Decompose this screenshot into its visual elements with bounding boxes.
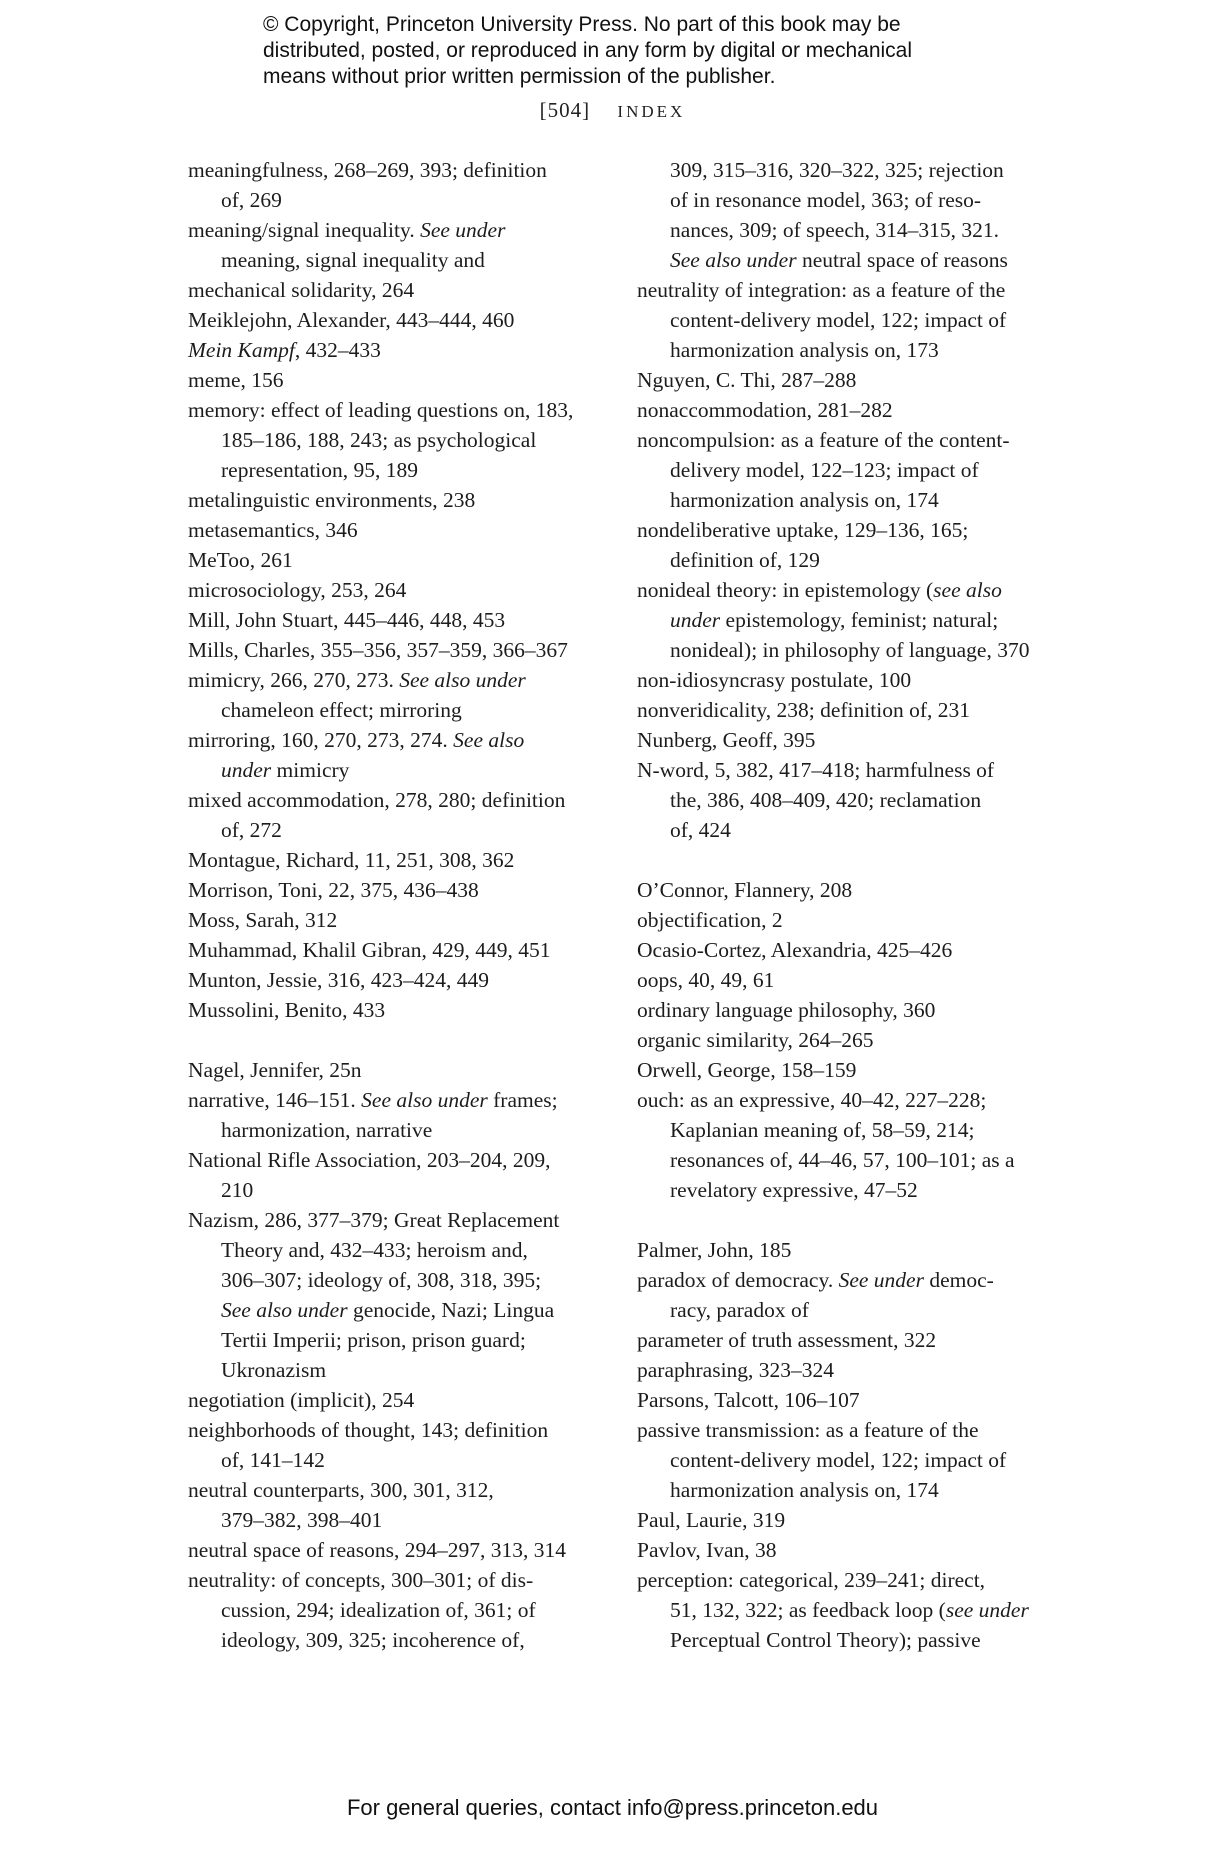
- index-entry: Meiklejohn, Alexander, 443–444, 460: [188, 308, 515, 332]
- index-entry: Paul, Laurie, 319: [637, 1508, 786, 1532]
- section-title: INDEX: [617, 102, 686, 121]
- index-entry-continuation: 210: [221, 1178, 254, 1202]
- index-gap: [637, 845, 1057, 875]
- index-entry: paraphrasing, 323–324: [637, 1358, 835, 1382]
- running-head: [0, 98, 1225, 123]
- index-entry: National Rifle Association, 203–204, 209,: [188, 1148, 551, 1172]
- index-entry-continuation: harmonization analysis on, 174: [670, 1478, 939, 1502]
- index-entry: Pavlov, Ivan, 38: [637, 1538, 777, 1562]
- index-entry: memory: effect of leading questions on, 183,: [188, 398, 574, 422]
- index-entry-continuation: content-delivery model, 122; impact of: [670, 308, 1007, 332]
- index-entry-continuation: 51, 132, 322; as feedback loop (see under: [670, 1598, 1029, 1622]
- index-entry-continuation: Kaplanian meaning of, 58–59, 214;: [670, 1118, 975, 1142]
- index-entry: oops, 40, 49, 61: [637, 968, 775, 992]
- index-entry-continuation: delivery model, 122–123; impact of: [670, 458, 979, 482]
- index-entry: mirroring, 160, 270, 273, 274. See also: [188, 728, 525, 752]
- index-entry-continuation: meaning, signal inequality and: [221, 248, 485, 272]
- index-entry-continuation: under mimicry: [221, 758, 350, 782]
- page-number: [504]: [539, 98, 591, 122]
- copyright-line: distributed, posted, or reproduced in any form by digital or mechanical: [263, 39, 913, 62]
- index-entry: mixed accommodation, 278, 280; definition: [188, 788, 566, 812]
- index-entry: metalinguistic environments, 238: [188, 488, 476, 512]
- index-entry: Ocasio-Cortez, Alexandria, 425–426: [637, 938, 953, 962]
- index-entry: Nguyen, C. Thi, 287–288: [637, 368, 857, 392]
- index-entry: N-word, 5, 382, 417–418; harmfulness of: [637, 758, 995, 782]
- index-entry: microsociology, 253, 264: [188, 578, 407, 602]
- index-entry-continuation: racy, paradox of: [670, 1298, 809, 1322]
- index-entry: mechanical solidarity, 264: [188, 278, 415, 302]
- index-entry: neighborhoods of thought, 143; definition: [188, 1418, 549, 1442]
- index-entry: nonideal theory: in epistemology (see also: [637, 578, 1002, 602]
- index-entry: Mussolini, Benito, 433: [188, 998, 386, 1022]
- index-entry: mimicry, 266, 270, 273. See also under: [188, 668, 526, 692]
- index-gap: [188, 1025, 608, 1055]
- index-entry-continuation: Perceptual Control Theory); passive: [670, 1628, 981, 1652]
- index-entry-continuation: of in resonance model, 363; of reso-: [670, 188, 982, 212]
- index-entry-continuation: definition of, 129: [670, 548, 820, 572]
- index-column-left: [188, 155, 608, 1655]
- index-entry: objectification, 2: [637, 908, 783, 932]
- index-entry-continuation: ideology, 309, 325; incoherence of,: [221, 1628, 525, 1652]
- index-entry: Morrison, Toni, 22, 375, 436–438: [188, 878, 479, 902]
- index-entry: neutral space of reasons, 294–297, 313, 314: [188, 1538, 566, 1562]
- index-entry: Nagel, Jennifer, 25n: [188, 1058, 362, 1082]
- index-entry-continuation: 306–307; ideology of, 308, 318, 395;: [221, 1268, 542, 1292]
- index-entry-continuation: of, 141–142: [221, 1448, 325, 1472]
- index-entry-continuation: Tertii Imperii; prison, prison guard;: [221, 1328, 526, 1352]
- index-entry-continuation: 185–186, 188, 243; as psychological: [221, 428, 537, 452]
- index-entry: Muhammad, Khalil Gibran, 429, 449, 451: [188, 938, 551, 962]
- copyright-notice: [263, 12, 1023, 90]
- index-entry: meaningfulness, 268–269, 393; definition: [188, 158, 547, 182]
- index-entry: neutral counterparts, 300, 301, 312,: [188, 1478, 494, 1502]
- index-entry: Orwell, George, 158–159: [637, 1058, 857, 1082]
- copyright-line: © Copyright, Princeton University Press. No part of this book may be: [263, 13, 901, 36]
- index-entry: narrative, 146–151. See also under frames;: [188, 1088, 558, 1112]
- index-entry-continuation: 309, 315–316, 320–322, 325; rejection: [670, 158, 1004, 182]
- index-entry: Parsons, Talcott, 106–107: [637, 1388, 860, 1412]
- index-entry: paradox of democracy. See under democ-: [637, 1268, 994, 1292]
- index-entry-continuation: See also under neutral space of reasons: [670, 248, 1008, 272]
- index-entry: nondeliberative uptake, 129–136, 165;: [637, 518, 969, 542]
- index-entry: negotiation (implicit), 254: [188, 1388, 415, 1412]
- index-entry: MeToo, 261: [188, 548, 293, 572]
- index-entry: Montague, Richard, 11, 251, 308, 362: [188, 848, 515, 872]
- index-entry: non-idiosyncrasy postulate, 100: [637, 668, 912, 692]
- index-entry-continuation: nonideal); in philosophy of language, 370: [670, 638, 1030, 662]
- index-entry: perception: categorical, 239–241; direct,: [637, 1568, 986, 1592]
- index-entry-continuation: 379–382, 398–401: [221, 1508, 383, 1532]
- index-entry-continuation: Theory and, 432–433; heroism and,: [221, 1238, 528, 1262]
- index-entry: ouch: as an expressive, 40–42, 227–228;: [637, 1088, 987, 1112]
- index-entry-continuation: harmonization analysis on, 174: [670, 488, 939, 512]
- index-entry: Mein Kampf, 432–433: [188, 338, 381, 362]
- index-entry: Nazism, 286, 377–379; Great Replacement: [188, 1208, 560, 1232]
- index-entry-continuation: resonances of, 44–46, 57, 100–101; as a: [670, 1148, 1015, 1172]
- index-column-right: [637, 155, 1057, 1655]
- index-entry-continuation: of, 269: [221, 188, 282, 212]
- index-entry: Mill, John Stuart, 445–446, 448, 453: [188, 608, 506, 632]
- index-entry-continuation: under epistemology, feminist; natural;: [670, 608, 999, 632]
- index-entry-continuation: of, 272: [221, 818, 282, 842]
- index-entry: neutrality of integration: as a feature of the: [637, 278, 1006, 302]
- index-entry-continuation: harmonization analysis on, 173: [670, 338, 939, 362]
- index-entry: meaning/signal inequality. See under: [188, 218, 506, 242]
- index-entry: Munton, Jessie, 316, 423–424, 449: [188, 968, 489, 992]
- index-entry: passive transmission: as a feature of the: [637, 1418, 979, 1442]
- index-entry: Mills, Charles, 355–356, 357–359, 366–367: [188, 638, 568, 662]
- index-entry: O’Connor, Flannery, 208: [637, 878, 853, 902]
- index-entry-continuation: See also under genocide, Nazi; Lingua: [221, 1298, 555, 1322]
- index-entry-continuation: revelatory expressive, 47–52: [670, 1178, 918, 1202]
- index-entry: Moss, Sarah, 312: [188, 908, 338, 932]
- index-entry: organic similarity, 264–265: [637, 1028, 874, 1052]
- index-entry: parameter of truth assessment, 322: [637, 1328, 937, 1352]
- index-entry-continuation: the, 386, 408–409, 420; reclamation: [670, 788, 982, 812]
- index-entry-continuation: cussion, 294; idealization of, 361; of: [221, 1598, 536, 1622]
- index-entry-continuation: harmonization, narrative: [221, 1118, 433, 1142]
- footer-contact: For general queries, contact info@press.princeton.edu: [346, 1795, 879, 1820]
- index-entry-continuation: nances, 309; of speech, 314–315, 321.: [670, 218, 999, 242]
- index-entry: Nunberg, Geoff, 395: [637, 728, 816, 752]
- index-gap: [637, 1205, 1057, 1235]
- index-entry-continuation: chameleon effect; mirroring: [221, 698, 462, 722]
- index-entry-continuation: of, 424: [670, 818, 731, 842]
- index-entry: metasemantics, 346: [188, 518, 358, 542]
- index-entry: nonveridicality, 238; definition of, 231: [637, 698, 970, 722]
- index-entry: Palmer, John, 185: [637, 1238, 792, 1262]
- index-entry: ordinary language philosophy, 360: [637, 998, 936, 1022]
- copyright-line: means without prior written permission of the publisher.: [263, 65, 776, 88]
- index-entry-continuation: representation, 95, 189: [221, 458, 419, 482]
- index-entry: neutrality: of concepts, 300–301; of dis-: [188, 1568, 534, 1592]
- index-entry: meme, 156: [188, 368, 284, 392]
- index-entry: nonaccommodation, 281–282: [637, 398, 893, 422]
- index-entry-continuation: content-delivery model, 122; impact of: [670, 1448, 1007, 1472]
- index-entry: noncompulsion: as a feature of the content-: [637, 428, 1010, 452]
- index-entry-continuation: Ukronazism: [221, 1358, 327, 1382]
